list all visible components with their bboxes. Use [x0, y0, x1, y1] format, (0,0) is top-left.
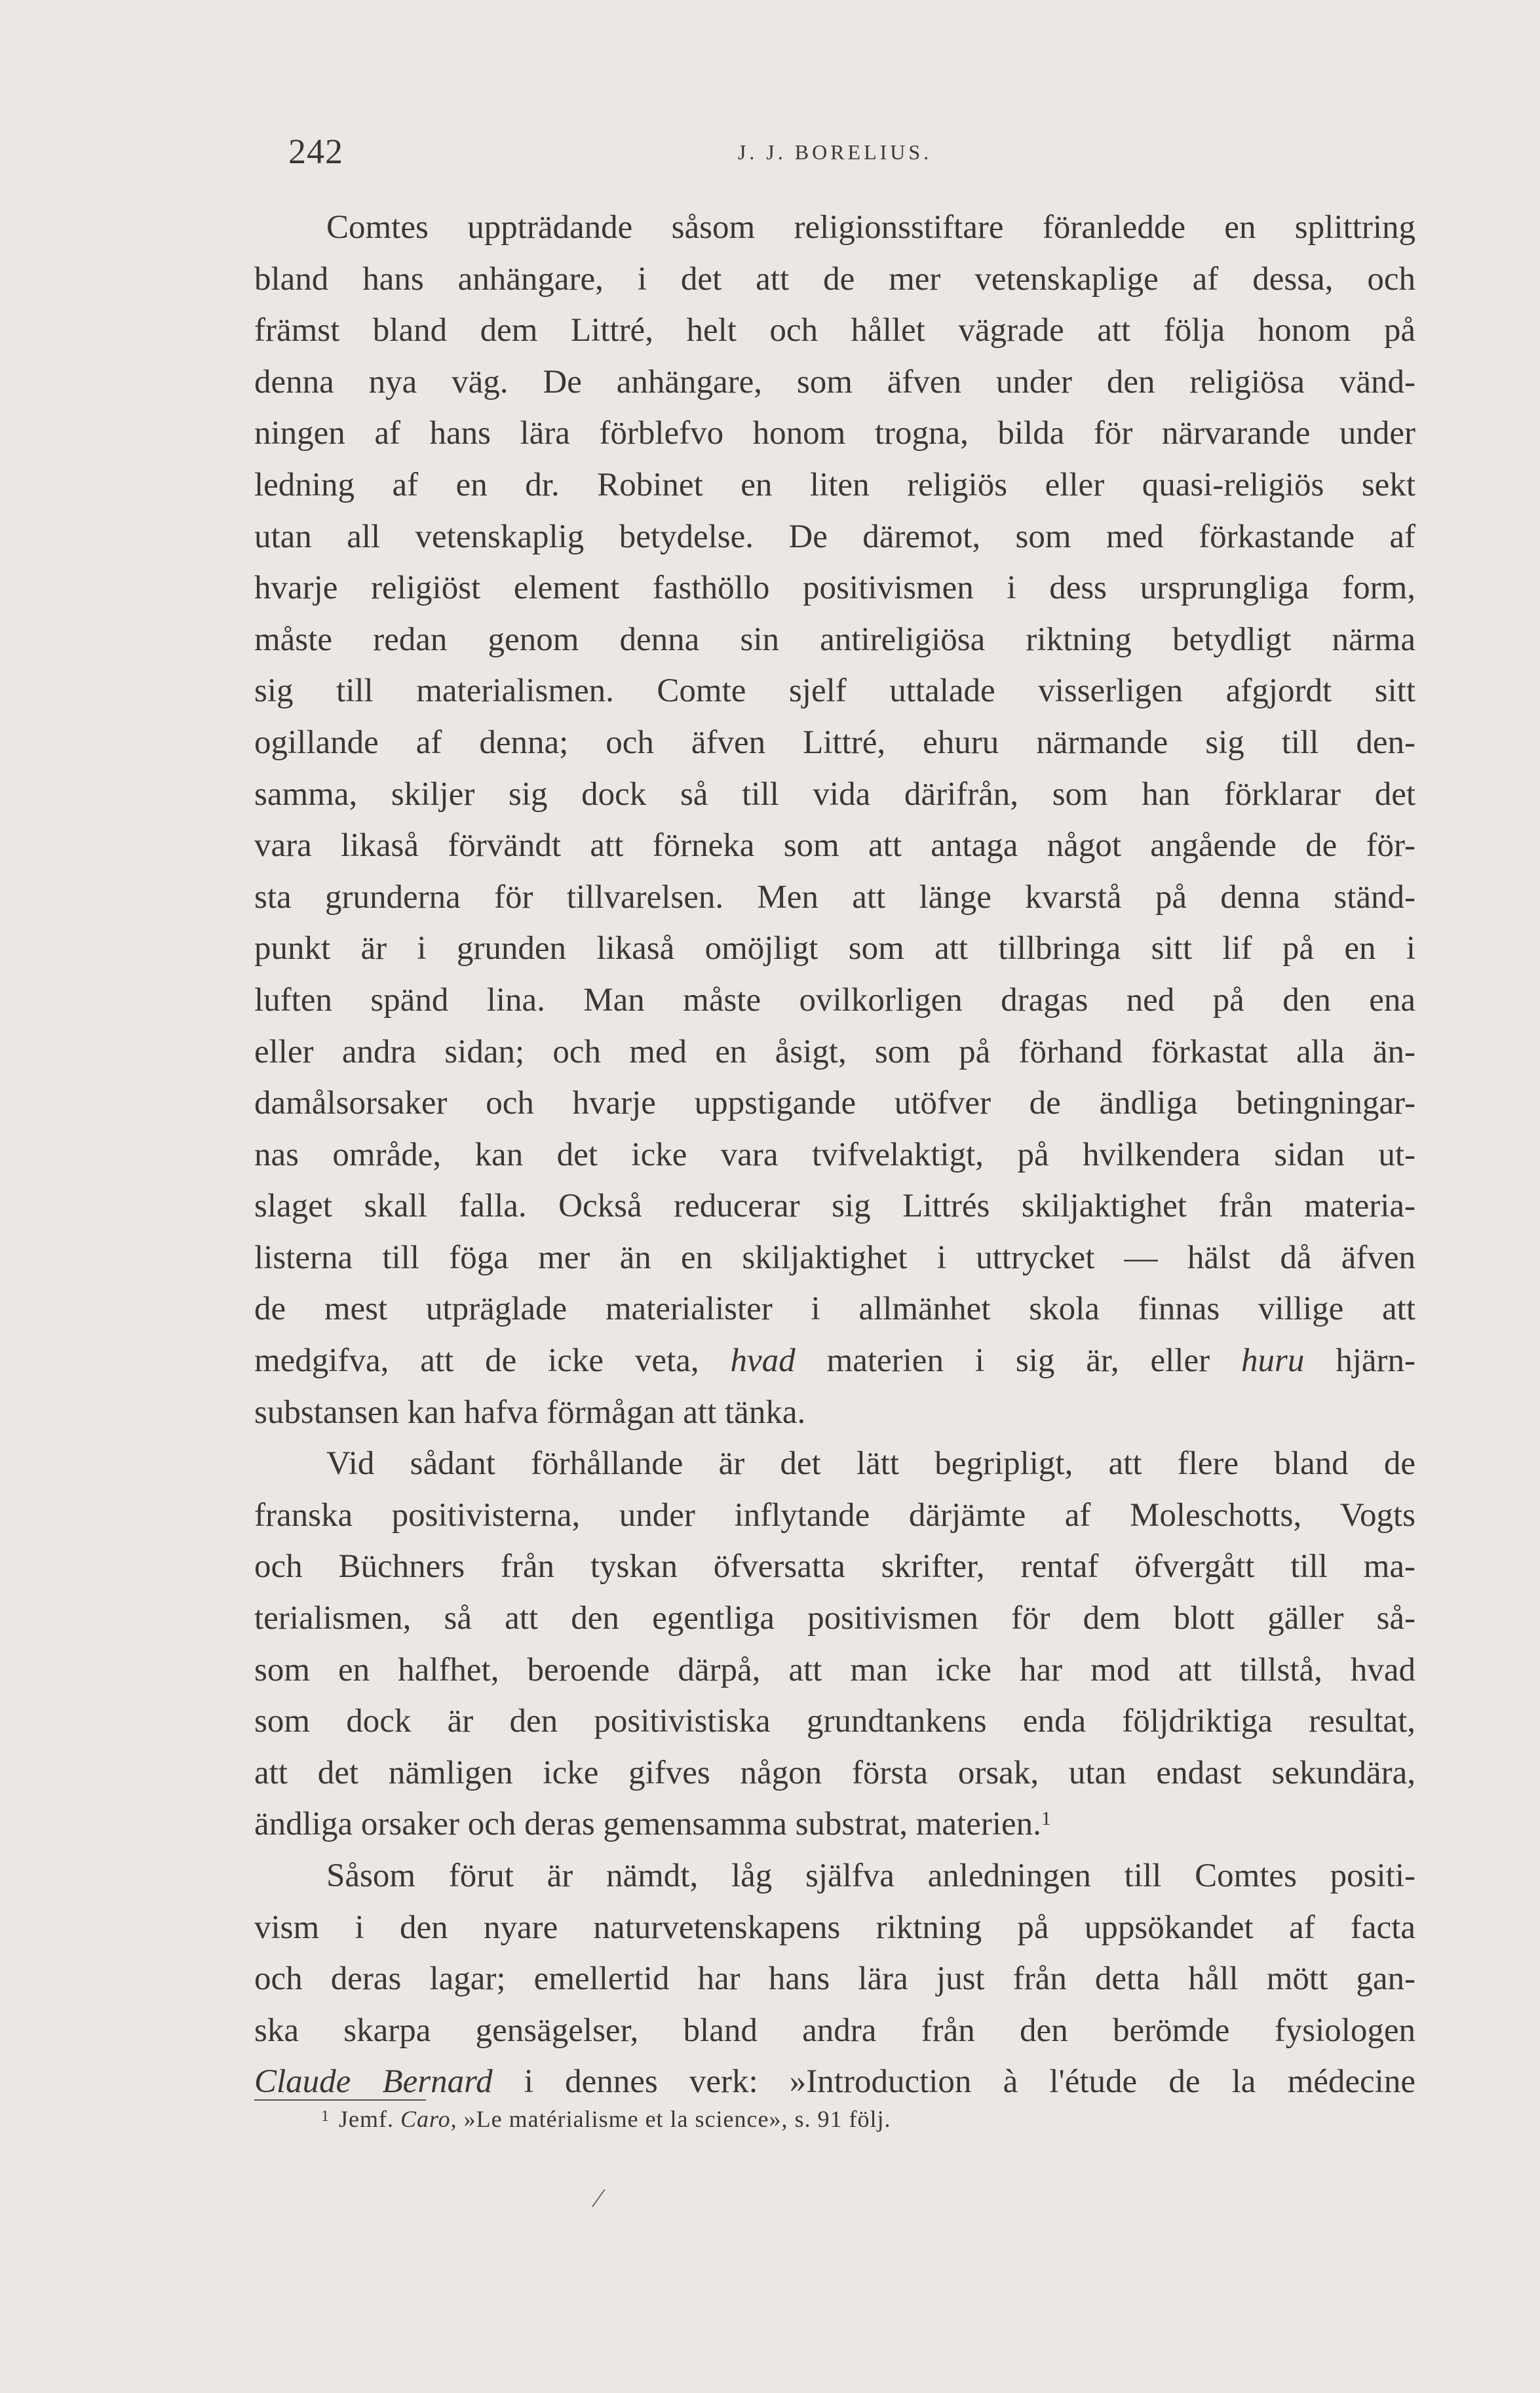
text-line: [254, 1902, 1415, 1954]
line-text: Vid sådant förhållande är det lätt begripligt, att flere bland de: [326, 1445, 1415, 1483]
footnote: [321, 2105, 891, 2133]
text-line: [254, 202, 1415, 254]
line-text: som en halfhet, beroende därpå, att man icke har mod att tillstå, hvad: [254, 1651, 1415, 1688]
running-head: J. J. BORELIUS.: [737, 140, 933, 164]
footnote-author: Caro,: [400, 2106, 457, 2132]
text-line: [254, 614, 1415, 666]
text-line: [254, 1232, 1415, 1284]
text-line: [254, 305, 1415, 357]
footnote-reference: 1: [1041, 1808, 1051, 1830]
italic-text: hvad: [730, 1342, 796, 1380]
line-text: sta grunderna för tillvarelsen. Men att länge kvarstå på denna ständ-: [254, 878, 1415, 916]
line-text: att det nämligen icke gifves någon första orsak, utan endast sekundära,: [254, 1754, 1415, 1791]
line-text: ändliga orsaker och deras gemensamma substrat, materien.: [254, 1806, 1041, 1843]
text-line: [254, 2005, 1415, 2057]
line-text: vara likaså förvändt att förneka som att antaga något angående de för-: [254, 827, 1415, 865]
text-line: [254, 1593, 1415, 1644]
line-text: listerna till föga mer än en skiljaktighet i uttrycket — hälst då äfven: [254, 1239, 1415, 1276]
pencil-mark: ⁄: [596, 2183, 601, 2213]
line-text: och Büchners från tyskan öfversatta skrifter, rentaf öfvergått till ma-: [254, 1548, 1415, 1586]
line-text: substansen kan hafva förmågan att tänka.: [254, 1393, 806, 1431]
line-text: samma, skiljer sig dock så till vida därifrån, som han förklarar det: [254, 775, 1415, 813]
line-text: främst bland dem Littré, helt och hållet vägrade att följa honom på: [254, 312, 1415, 349]
line-text: i dennes verk: »Introduction à l'étude de la médecine: [492, 2063, 1415, 2101]
text-line: [254, 1799, 1415, 1850]
body-text: [254, 202, 1415, 2108]
line-text: bland hans anhängare, i det att de mer vetenskaplige af dessa, och: [254, 260, 1415, 298]
line-text: sig till materialismen. Comte sjelf uttalade visserligen afgjordt sitt: [254, 672, 1415, 710]
text-line: [254, 665, 1415, 717]
text-line: [254, 975, 1415, 1026]
line-text: franska positivisterna, under inflytande därjämte af Moleschotts, Vogts: [254, 1496, 1415, 1534]
text-line: [254, 1696, 1415, 1747]
text-line: [254, 872, 1415, 924]
text-line: [254, 408, 1415, 459]
line-text: hvarje religiöst element fasthöllo positivismen i dess ursprungliga form,: [254, 570, 1415, 607]
text-line: [254, 459, 1415, 511]
line-text: nas område, kan det icke vara tvifvelaktigt, på hvilkendera sidan ut-: [254, 1136, 1415, 1173]
text-line: [254, 1283, 1415, 1335]
text-line: [254, 1541, 1415, 1593]
text-line: [254, 1490, 1415, 1542]
line-text: hjärn-: [1304, 1342, 1416, 1380]
line-text: de mest utpräglade materialister i allmänhet skola finnas villige att: [254, 1291, 1415, 1328]
line-text: punkt är i grunden likaså omöjligt som att tillbringa sitt lif på en i: [254, 930, 1415, 967]
text-line: [254, 511, 1415, 563]
line-text: luften spänd lina. Man måste ovilkorligen dragas ned på den ena: [254, 981, 1415, 1019]
text-line: [254, 1644, 1415, 1696]
line-text: vism i den nyare naturvetenskapens riktning på uppsökandet af facta: [254, 1909, 1415, 1946]
line-text: utan all vetenskaplig betydelse. De däremot, som med förkastande af: [254, 518, 1415, 555]
text-line: [254, 717, 1415, 769]
line-text: eller andra sidan; och med en åsigt, som på förhand förkastat alla än-: [254, 1033, 1415, 1070]
line-text: materien i sig är, eller: [795, 1342, 1241, 1380]
line-text: damålsorsaker och hvarje uppstigande utöfver de ändliga betingningar-: [254, 1085, 1415, 1122]
text-line: [254, 1078, 1415, 1129]
text-line: [254, 1747, 1415, 1799]
line-text: Såsom förut är nämdt, låg själfva anledningen till Comtes positi-: [326, 1858, 1415, 1894]
line-text: ningen af hans lära förblefvo honom trogna, bilda för närvarande under: [254, 415, 1415, 452]
line-text: måste redan genom denna sin antireligiösa riktning betydligt närma: [254, 621, 1415, 658]
line-text: ledning af en dr. Robinet en liten religiös eller quasi-religiös sekt: [254, 466, 1415, 503]
footnote-prefix: Jemf.: [339, 2106, 400, 2132]
line-text: denna nya väg. De anhängare, som äfven under den religiösa vänd-: [254, 363, 1415, 400]
text-line: [254, 1387, 1415, 1439]
text-line: [254, 923, 1415, 975]
line-text: terialismen, så att den egentliga positivismen för dem blott gäller så-: [254, 1600, 1415, 1637]
text-line: [254, 357, 1415, 408]
line-text: ogillande af denna; och äfven Littré, ehuru närmande sig till den-: [254, 724, 1415, 761]
line-text: Comtes uppträdande såsom religionsstiftare föranledde en splittring: [326, 209, 1415, 246]
line-text: slaget skall falla. Också reducerar sig Littrés skiljaktighet från materia-: [254, 1188, 1415, 1225]
line-text: medgifva, att de icke veta,: [254, 1342, 731, 1380]
line-text: och deras lagar; emellertid har hans lära just från detta håll mött gan-: [254, 1960, 1415, 1998]
line-text: som dock är den positivistiska grundtankens enda följdriktiga resultat,: [254, 1703, 1415, 1740]
text-line: [254, 1180, 1415, 1232]
text-line: [254, 1953, 1415, 2005]
footnote-text: »Le matérialisme et la science», s. 91 följ.: [457, 2106, 891, 2132]
text-line: [254, 562, 1415, 614]
text-line: [254, 1850, 1415, 1902]
italic-text: Claude Bernard: [254, 2063, 493, 2101]
italic-text: huru: [1241, 1342, 1305, 1380]
text-line: [254, 1026, 1415, 1078]
text-line: [254, 254, 1415, 305]
text-line: [254, 1129, 1415, 1181]
line-text: ska skarpa gensägelser, bland andra från den berömde fysiologen: [254, 2012, 1415, 2049]
footnote-number: 1: [321, 2108, 330, 2125]
text-line: [254, 1335, 1415, 1387]
text-line: [254, 1438, 1415, 1490]
text-line: [254, 2056, 1415, 2108]
text-line: [254, 769, 1415, 821]
page-header: [254, 131, 1415, 170]
footnote-rule: [254, 2099, 426, 2101]
page-number: 242: [288, 132, 343, 171]
text-line: [254, 820, 1415, 872]
